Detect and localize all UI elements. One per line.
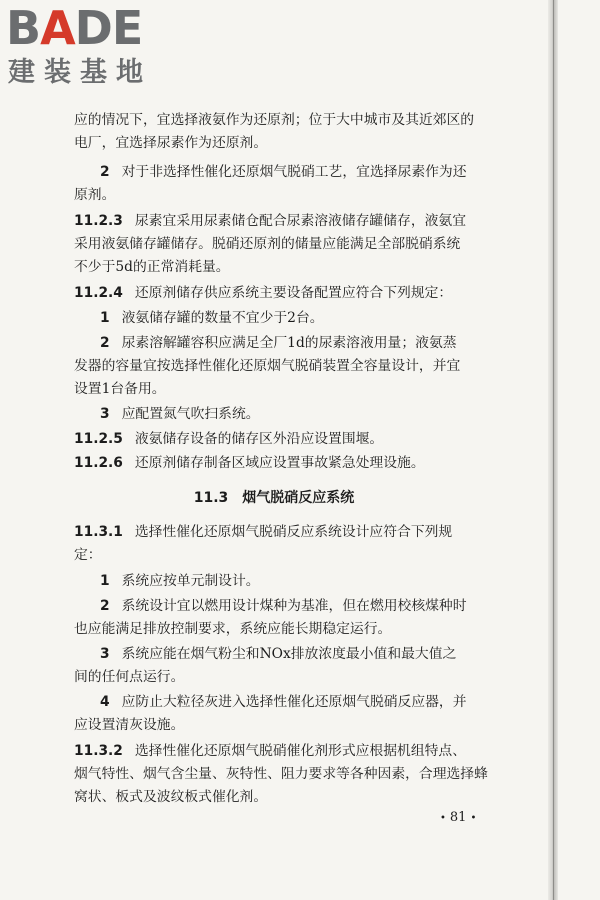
item-text: 对于非选择性催化还原烟气脱硝工艺，宜选择尿素作为还: [121, 164, 467, 180]
item-text: 系统应按单元制设计。: [121, 573, 260, 589]
list-item: [100, 691, 560, 713]
clause-text: 液氨储存设备的储存区外沿应设置围堰。: [134, 431, 384, 447]
clause-number: 11.2.6: [74, 455, 123, 471]
text-line: 烟气特性、烟气含尘量、灰特性、阻力要求等各种因素，合理选择蜂: [74, 766, 488, 782]
text-line: 采用液氨储存罐储存。脱硝还原剂的储量应能满足全部脱硝系统: [74, 236, 461, 252]
clause-11-3-1: [74, 521, 534, 543]
dot-icon: •: [470, 813, 477, 824]
item-text: 应配置氮气吹扫系统。: [121, 406, 260, 422]
clause-11-2-6: [74, 452, 534, 474]
item-number: 1: [100, 310, 110, 326]
item-text: 系统应能在烟气粉尘和NOx排放浓度最小值和最大值之: [121, 646, 457, 662]
clause-text: 还原剂储存制备区域应设置事故紧急处理设施。: [134, 455, 425, 471]
section-title: 11.3 烟气脱硝反应系统: [193, 490, 355, 506]
list-item: [100, 595, 560, 617]
clause-text: 选择性催化还原烟气脱硝催化剂形式应根据机组特点、: [134, 743, 467, 759]
text-line: 应设置清灰设施。: [74, 717, 185, 733]
text-line: 不少于5d的正常消耗量。: [74, 259, 230, 275]
item-text: 液氨储存罐的数量不宜少于2台。: [121, 310, 324, 326]
clause-number: 11.2.3: [74, 213, 123, 229]
item-number: 3: [100, 406, 110, 422]
clause-number: 11.2.5: [74, 431, 123, 447]
page-number: [436, 808, 480, 829]
item-number: 3: [100, 646, 110, 662]
dot-icon: •: [440, 813, 446, 824]
text-line: 应的情况下，宜选择液氨作为还原剂；位于大中城市及其近郊区的: [74, 112, 475, 128]
clause-text: 还原剂储存供应系统主要设备配置应符合下列规定：: [134, 285, 453, 301]
item-number: 1: [100, 573, 110, 589]
watermark-logo: [6, 2, 178, 94]
clause-text: 尿素宜采用尿素储仓配合尿素溶液储存罐储存，液氨宜: [134, 213, 467, 229]
list-item: [100, 332, 560, 354]
clause-11-2-5: [74, 428, 534, 450]
clause-number: 11.2.4: [74, 285, 123, 301]
item-number: 2: [100, 164, 110, 180]
item-text: 应防止大粒径灰进入选择性催化还原烟气脱硝反应器，并: [121, 694, 467, 710]
page-number-value: 81: [449, 810, 467, 825]
list-item: [100, 403, 560, 425]
text-line: 原剂。: [74, 187, 116, 203]
binding-edge: [548, 0, 558, 900]
text-line: 设置1台备用。: [74, 381, 166, 397]
text-line: 也应能满足排放控制要求，系统应能长期稳定运行。: [74, 621, 392, 637]
clause-11-2-4: [74, 282, 534, 304]
text-line: 间的任何点运行。: [74, 669, 185, 685]
item-number: 2: [100, 335, 110, 351]
item-text: 系统设计宜以燃用设计煤种为基准，但在燃用校核煤种时: [121, 598, 467, 614]
item-number: 4: [100, 694, 110, 710]
clause-number: 11.3.1: [74, 524, 123, 540]
text-line: 窝状、板式及波纹板式催化剂。: [74, 789, 268, 805]
text-line: 发器的容量宜按选择性催化还原烟气脱硝装置全容量设计，并宜: [74, 358, 461, 374]
text-line: 定：: [74, 547, 102, 563]
clause-number: 11.3.2: [74, 743, 123, 759]
list-item: [100, 643, 560, 665]
logo-brand: BADE: [6, 1, 143, 55]
logo-subtitle: 建装基地: [8, 57, 152, 88]
clause-text: 选择性催化还原烟气脱硝反应系统设计应符合下列规: [134, 524, 453, 540]
list-item: [100, 307, 560, 329]
clause-11-2-3: [74, 210, 534, 232]
list-item: [100, 570, 560, 592]
item-number: 2: [100, 598, 110, 614]
item-text: 尿素溶解罐容积应满足全厂1d的尿素溶液用量；液氨蒸: [121, 335, 457, 351]
text-line: 电厂，宜选择尿素作为还原剂。: [74, 135, 268, 151]
clause-11-3-2: [74, 740, 534, 762]
list-item: [100, 161, 560, 183]
